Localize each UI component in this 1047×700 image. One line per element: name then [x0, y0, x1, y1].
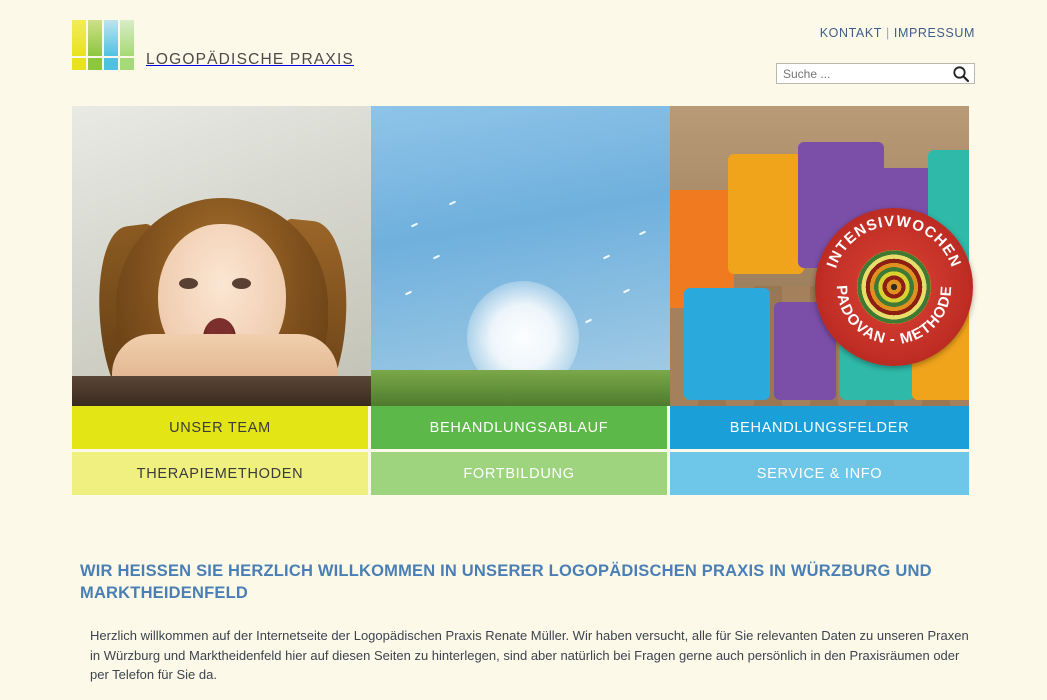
category-nav-row-2 — [72, 452, 969, 495]
nav-separator: | — [886, 26, 890, 40]
main-content — [80, 560, 970, 698]
badge-rings-icon — [857, 250, 931, 324]
site-logo[interactable] — [72, 20, 354, 72]
welcome-paragraph: Herzlich willkommen auf der Internetseite der Logopädischen Praxis Renate Müller. Wir haben versucht, alle für Sie relevanten Daten zu unseren Praxen in Würzburg und Marktheidenfeld hier auf diesen Seiten zu hinterlegen, sind aber natürlich bei Fragen gerne auch persönlich in den Praxisräumen oder per Telefon für Sie da. — [90, 628, 969, 682]
category-nav-row-1 — [72, 406, 969, 449]
hero-banner — [72, 106, 969, 406]
nav-tile-unser-team[interactable]: UNSER TEAM — [72, 406, 371, 449]
intensivwochen-badge[interactable] — [815, 208, 973, 366]
hero-image-child[interactable] — [72, 106, 371, 406]
logo-text: LOGOPÄDISCHE PRAXIS — [146, 51, 354, 68]
logo-mark-icon — [72, 20, 134, 72]
nav-tile-service-info[interactable]: SERVICE & INFO — [670, 452, 969, 495]
top-navigation — [820, 26, 975, 40]
nav-tile-fortbildung[interactable]: FORTBILDUNG — [371, 452, 670, 495]
hero-image-dandelion[interactable] — [371, 106, 670, 406]
search-box[interactable] — [776, 63, 975, 84]
nav-tile-behandlungsfelder[interactable]: BEHANDLUNGSFELDER — [670, 406, 969, 449]
page-title: WIR HEISSEN SIE HERZLICH WILLKOMMEN IN UNSERER LOGOPÄDISCHEN PRAXIS IN WÜRZBURG UND MARKTHEIDENFELD — [80, 562, 932, 602]
nav-link-kontakt[interactable]: KONTAKT — [819, 26, 883, 40]
svg-text:PADOVAN - METHODE: PADOVAN - METHODE — [832, 284, 956, 349]
search-icon — [952, 71, 970, 86]
search-input[interactable] — [777, 64, 945, 83]
nav-tile-therapiemethoden[interactable]: THERAPIEMETHODEN — [72, 452, 371, 495]
nav-tile-behandlungsablauf[interactable]: BEHANDLUNGSABLAUF — [371, 406, 670, 449]
nav-link-impressum[interactable]: IMPRESSUM — [893, 26, 975, 40]
category-nav-grid — [72, 406, 969, 498]
svg-text:INTENSIVWOCHEN: INTENSIVWOCHEN — [823, 212, 965, 271]
site-header — [0, 0, 1047, 100]
search-button[interactable] — [951, 65, 971, 83]
